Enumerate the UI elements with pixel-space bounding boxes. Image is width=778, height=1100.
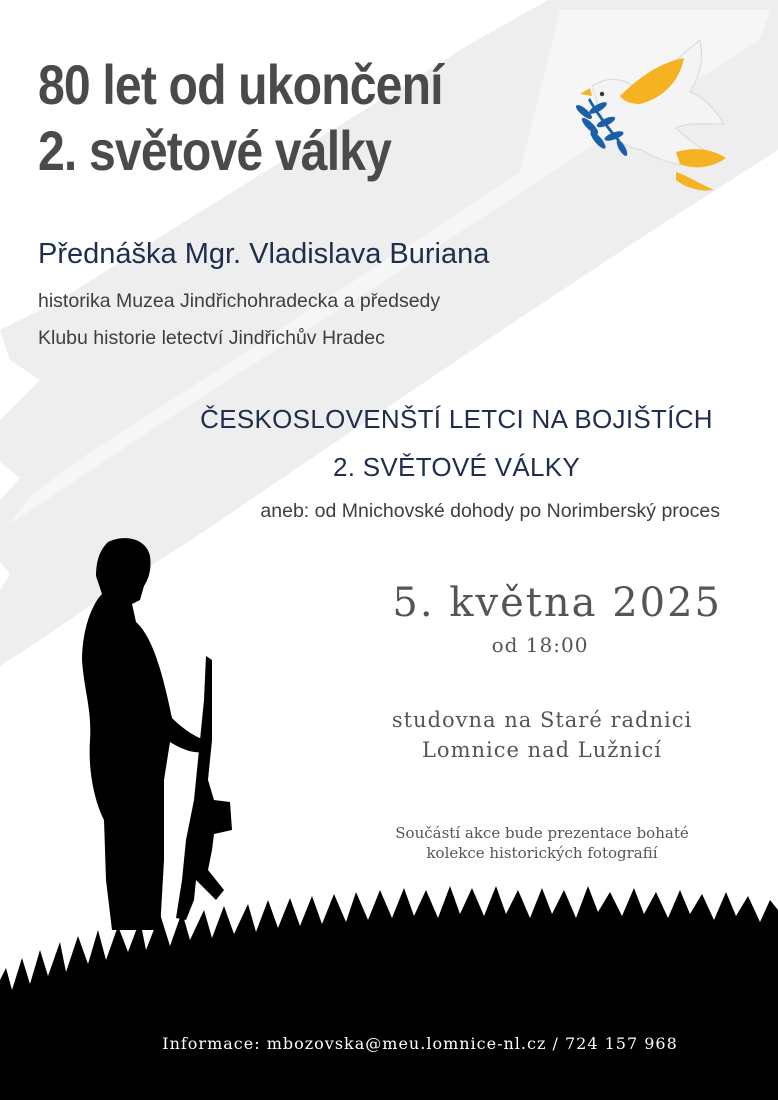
topic-line-2: 2. SVĚTOVÉ VÁLKY xyxy=(332,452,581,482)
speaker-heading: Přednáška Mgr. Vladislava Buriana xyxy=(38,238,490,270)
soldier-silhouette xyxy=(82,538,232,930)
topic-line-1: ČESKOSLOVENŠTÍ LETCI NA BOJIŠTÍCH xyxy=(200,404,713,434)
contact-info: Informace: mbozovska@meu.lomnice-nl.cz / 724 157 968 xyxy=(162,1034,678,1053)
page-title xyxy=(38,52,443,184)
affiliation-line-1: historika Muzea Jindřichohradecka a předsedy xyxy=(38,290,441,312)
topic-subtitle: aneb: od Mnichovské dohody po Norimberský proces xyxy=(260,500,720,522)
title-line-1: 80 let od ukončení xyxy=(38,53,443,116)
title-line-2: 2. světové války xyxy=(38,119,392,182)
note-line-1: Součástí akce bude prezentace bohaté xyxy=(395,824,689,842)
event-date: 5. května 2025 xyxy=(392,580,722,626)
affiliation-line-2: Klubu historie letectví Jindřichův Hradec xyxy=(38,327,385,349)
venue-line-2: Lomnice nad Lužnicí xyxy=(421,738,663,762)
venue-line-1: studovna na Staré radnici xyxy=(391,708,693,732)
note-line-2: kolekce historických fotografií xyxy=(426,844,658,862)
event-time: od 18:00 xyxy=(491,633,589,657)
